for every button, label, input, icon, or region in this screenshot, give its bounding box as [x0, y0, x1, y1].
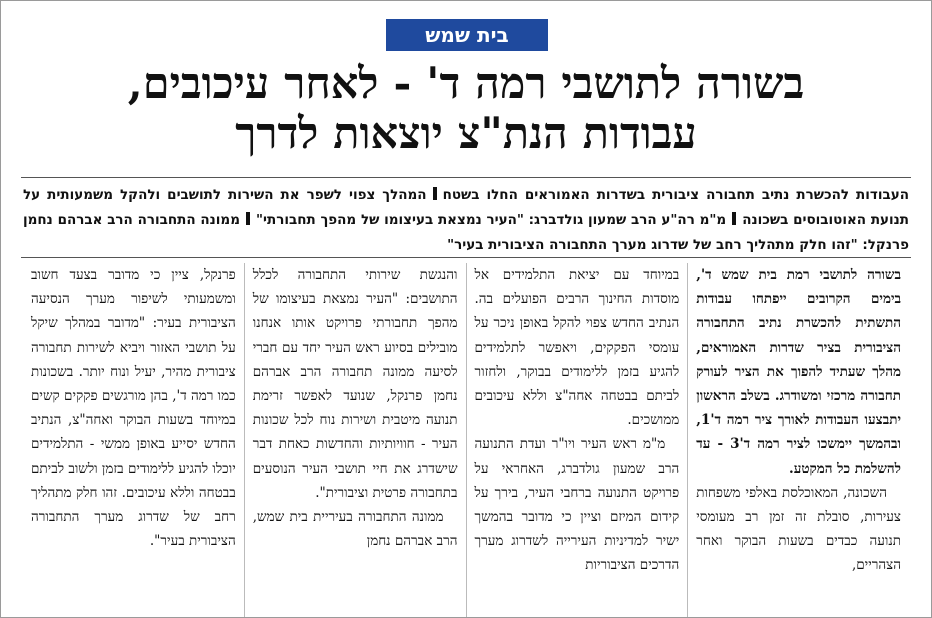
body-paragraph: ממונה התחבורה בעיריית בית שמש, הרב אברהם נחמן [252, 509, 458, 550]
body-paragraph: פרנקל, ציין כי מדובר בצעד חשוב ומשמעותי לשיפור מערך הנסיעה הציבורית בעיר: "מדובר במהלך שיקל על תושבי האזור ויביא לשירות תחבורה ציבורית מהיר, יעיל ונוח יותר. בשכונות כמו רמה ד', בהן מורגשים פקקים קשים במיוחד בשעות הבוקר ואחה"צ, הנתיב החדש יסייע באופן ממשי - התלמידים יוכלו להגיע ללימודים בזמן ולשוב לביתם בבטחה וללא עיכובים. זהו חלק מתהליך רחב של שדרוג מערך התחבורה הציבורית בעיר". [31, 267, 236, 550]
separator-mark [433, 187, 437, 200]
separator-mark [732, 212, 736, 225]
subhead-part-4: ממונה התחבורה הרב אברהם נחמן פרנקל: "זהו חלק מתהליך רחב של שדרוג מערך התחבורה הציבורית בעיר" [23, 212, 909, 253]
article-column-4 [23, 263, 245, 617]
top-divider [21, 177, 911, 178]
article-column-3 [245, 263, 467, 617]
article-body [23, 263, 909, 617]
body-paragraph: השכונה, המאוכלסת באלפי משפחות צעירות, סובלת זה זמן רב מעומסי תנועה כבדים בשעות הבוקר ואחר הצהריים, [696, 484, 901, 574]
body-paragraph: והנגשת שירותי התחבורה לכלל התושבים: "העיר נמצאת בעיצומו של מהפך תחבורתי פרויקט אותו אנחנו מובילים בסיוע ראש העיר יחד עם חברי לסיעה ממונה תחבורה הרב אברהם נחמן פרנקל, שנועד לאפשר זרימת תנועה מיטבית ושירות נוח לכל שכונות העיר - חוויותיות והחדשות כאחת דבר שישדרג את חיי תושבי העיר הנוסעים בתחבורה פרטית וציבורית". [252, 267, 458, 501]
headline [25, 59, 907, 159]
body-paragraph: במיוחד עם יציאת התלמידים אל מוסדות החינוך הרבים הפועלים בה. הנתיב החדש צפוי להקל באופן ניכר על עומסי הפקקים, ויאפשר לתלמידים להגיע בזמן ללימודים בבוקר, ולחזור לביתם בבטחה אחה"צ וללא עיכובים ממושכים. [474, 267, 680, 429]
headline-line-2: עבודות הנת"צ יוצאות לדרך [235, 109, 697, 159]
headline-line-1: בשורה לתושבי רמה ד' - לאחר עיכובים, [127, 59, 805, 109]
subhead-part-3: מ"מ רה"ע הרב שמעון גולדברג: "העיר נמצאת בעיצומו של מהפך תחבורתי" [255, 212, 727, 228]
separator-mark [246, 212, 250, 225]
article-column-2 [467, 263, 689, 617]
lead-paragraph: בשורה לתושבי רמת בית שמש ד', בימים הקרובים ייפתחו עבודות התשתית להכשרת נתיב התחבורה הציבורית בציר שדרות האמוראים, מהלך שעתיד להפוך את הציר לעורק תחבורה מרכזי ומשודרג. בשלב הראשון יתבצעו העבודות לאורך ציר רמה ד'1, ובהמשך יימשכו לציר רמה ד'3 - עד להשלמת כל המקטע. [696, 267, 901, 477]
subheadline [23, 183, 909, 258]
section-tag: בית שמש [386, 19, 548, 51]
subhead-part-1: העבודות להכשרת נתיב תחבורה ציבורית בשדרות האמוראים החלו בשטח [442, 187, 909, 203]
body-paragraph: מ"מ ראש העיר ויו"ר ועדת התנועה הרב שמעון גולדברג, האחראי על פרויקט התנועה ברחבי העיר, בירך על קידום המיזם וציין כי מדובר בהמשך ישיר למדיניות העירייה לשדרוג מערך הדרכים הציבוריות [474, 436, 680, 574]
subhead-part-2: המהלך צפוי לשפר את השירות לתושבים ולהקל משמעותית על תנועת האוטובוסים בשכונה [23, 187, 910, 228]
article-column-1 [688, 263, 909, 617]
bottom-divider [21, 257, 911, 258]
